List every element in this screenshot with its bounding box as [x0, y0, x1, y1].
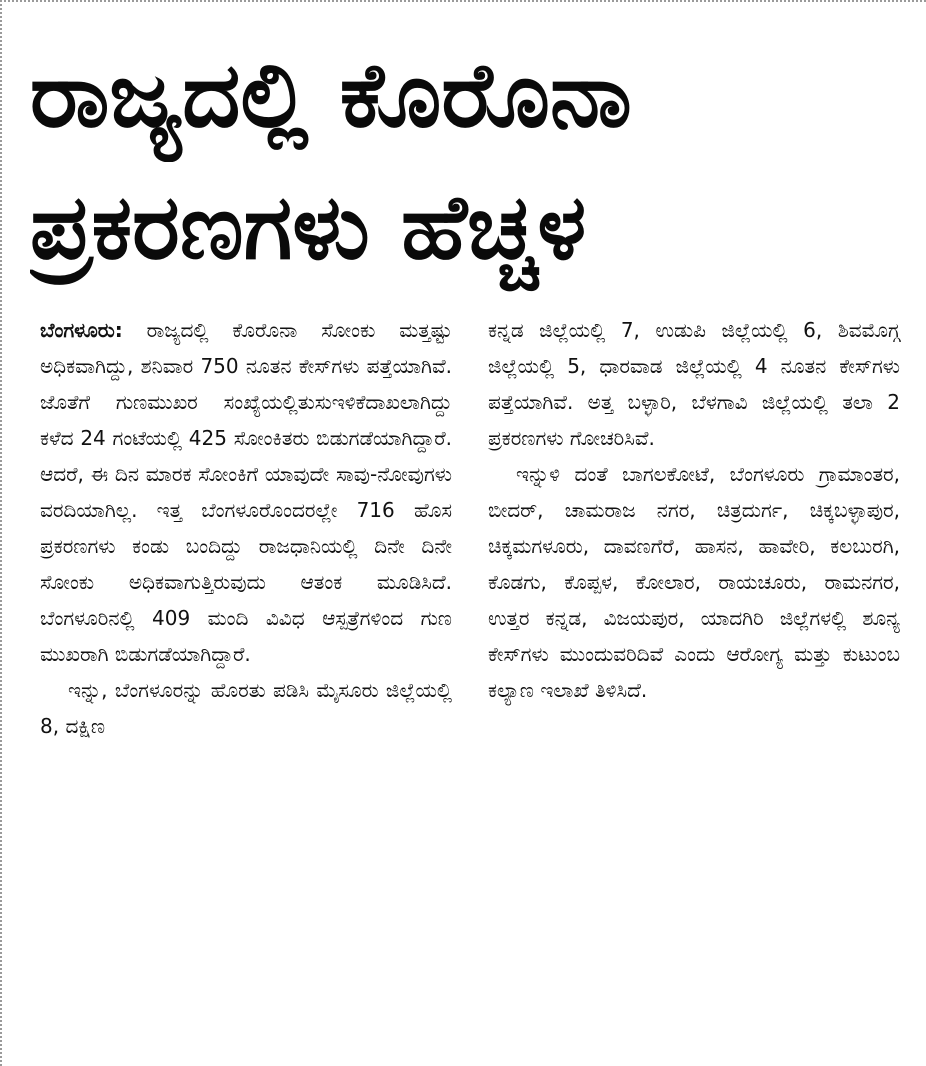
- article-paragraph: ಕನ್ನಡ ಜಿಲ್ಲೆಯಲ್ಲಿ 7, ಉಡುಪಿ ಜಿಲ್ಲೆಯಲ್ಲಿ 6, ಶಿವಮೊಗ್ಗ ಜಿಲ್ಲೆಯಲ್ಲಿ 5, ಧಾರವಾಡ ಜಿಲ್ಲೆಯಲ್ಲಿ 4 ನೂತನ ಕೇಸ್‌ಗಳು ಪತ್ತೆಯಾಗಿವೆ. ಅತ್ತ ಬಳ್ಳಾರಿ, ಬೆಳಗಾವಿ ಜಿಲ್ಲೆಯಲ್ಲಿ ತಲಾ 2 ಪ್ರಕರಣಗಳು ಗೋಚರಿಸಿವೆ.: [488, 318, 900, 450]
- paragraph-text: ರಾಜ್ಯದಲ್ಲಿ ಕೊರೊನಾ ಸೋಂಕು ಮತ್ತಷ್ಟು ಅಧಿಕವಾಗಿದ್ದು, ಶನಿವಾರ 750 ನೂತನ ಕೇಸ್‌ಗಳು ಪತ್ತೆಯಾಗಿವೆ. ಜೊತೆಗೆ ಗುಣಮುಖರ ಸಂಖ್ಯೆಯಲ್ಲಿತುಸುಇಳಿಕೆದಾಖಲಾಗಿದ್ದು ಕಳೆದ 24 ಗಂಟೆಯಲ್ಲಿ 425 ಸೋಂಕಿತರು ಬಿಡುಗಡೆಯಾಗಿದ್ದಾರೆ. ಆದರೆ, ಈ ದಿನ ಮಾರಕ ಸೋಂಕಿಗೆ ಯಾವುದೇ ಸಾವು-ನೋವುಗಳು ವರದಿಯಾಗಿಲ್ಲ. ಇತ್ತ ಬೆಂಗಳೂರೊಂದರಲ್ಲೇ 716 ಹೊಸ ಪ್ರಕರಣಗಳು ಕಂಡು ಬಂದಿದ್ದು ರಾಜಧಾನಿಯಲ್ಲಿ ದಿನೇ ದಿನೇ ಸೋಂಕು ಅಧಿಕವಾಗುತ್ತಿರುವುದು ಆತಂಕ ಮೂಡಿಸಿದೆ. ಬೆಂಗಳೂರಿನಲ್ಲಿ 409 ಮಂದಿ ವಿವಿಧ ಆಸ್ಪತ್ರೆಗಳಿಂದ ಗುಣ ಮುಖರಾಗಿ ಬಿಡುಗಡೆಯಾಗಿದ್ದಾರೆ.: [40, 318, 453, 666]
- clipping-left-border: [0, 0, 2, 1066]
- article-column-left: [40, 312, 452, 1052]
- article-paragraph: [40, 312, 452, 672]
- article-paragraph: ಇನ್ನು, ಬೆಂಗಳೂರನ್ನು ಹೊರತು ಪಡಿಸಿ ಮೈಸೂರು ಜಿಲ್ಲೆಯಲ್ಲಿ 8, ದಕ್ಷಿಣ: [40, 678, 452, 738]
- article-body: [40, 312, 900, 1052]
- article-paragraph: ಇನ್ನುಳಿ ದಂತೆ ಬಾಗಲಕೋಟೆ, ಬೆಂಗಳೂರು ಗ್ರಾಮಾಂತರ, ಬೀದರ್, ಚಾಮರಾಜ ನಗರ, ಚಿತ್ರದುರ್ಗ, ಚಿಕ್ಕಬಳ್ಳಾಪುರ, ಚಿಕ್ಕಮಗಳೂರು, ದಾವಣಗೆರೆ, ಹಾಸನ, ಹಾವೇರಿ, ಕಲಬುರಗಿ, ಕೊಡಗು, ಕೊಪ್ಪಳ, ಕೋಲಾರ, ರಾಯಚೂರು, ರಾಮನಗರ, ಉತ್ತರ ಕನ್ನಡ, ವಿಜಯಪುರ, ಯಾದಗಿರಿ ಜಿಲ್ಲೆಗಳಲ್ಲಿ ಶೂನ್ಯ ಕೇಸ್‌ಗಳು ಮುಂದುವರಿದಿವೆ ಎಂದು ಆರೋಗ್ಯ ಮತ್ತು ಕುಟುಂಬ ಕಲ್ಯಾಣ ಇಲಾಖೆ ತಿಳಿಸಿದೆ.: [488, 462, 900, 702]
- headline-line-2: ಪ್ರಕರಣಗಳು ಹೆಚ್ಚಳ: [30, 175, 587, 280]
- clipping-top-border: [0, 0, 926, 2]
- article-column-right: [488, 312, 900, 1052]
- headline: [30, 30, 910, 294]
- headline-line-1: ರಾಜ್ಯದಲ್ಲಿ ಕೊರೊನಾ: [30, 43, 632, 148]
- dateline: ಬೆಂಗಳೂರು:: [40, 318, 123, 342]
